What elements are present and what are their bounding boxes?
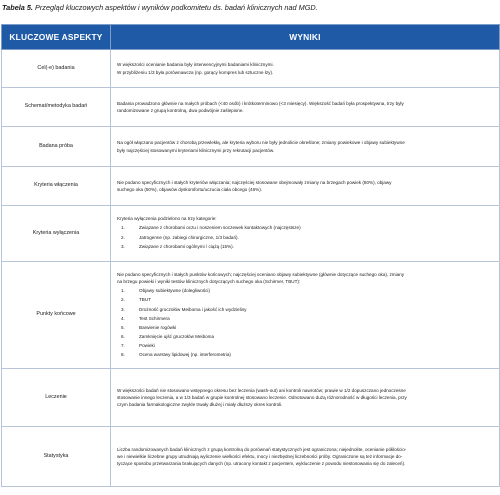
row-result <box>111 50 500 88</box>
row-result <box>111 88 500 127</box>
result-line: we i niewielkie liczebne grupy utrudniają wyliczenie wielkości efektu, mocy i niezbędnej liczebności próby. Ograniczone są też informacje do- <box>117 453 403 459</box>
result-line: W przybliżeniu 1/3 była porównawcza (np. gorący kompres lub sztuczne łzy). <box>117 69 274 75</box>
result-line: tyczące sposobu przetwarzania brakujących danych (np. utracony kontakt z pacjentem, wykluczenie z powodu niestosowania się do zaleceń). <box>117 461 406 467</box>
result-line: Liczba randomizowanych badań klinicznych z grupą kontrolną do porównań statystycznych jest ograniczona; niejednolite, ocenianie półilościo- <box>117 446 407 452</box>
result-line: randomizowane z grupą kontrolną, dwa podwójnie zaślepione. <box>117 108 244 113</box>
result-line: Na ogół włączano pacjentów z chorobą przewlekłą, ale kryteria wyboru nie były jednolicie określone; zmiany powiekowe i objawy subiektywne <box>117 140 405 146</box>
result-line: Nie podano specyficznych i stałych punktów końcowych; najczęściej oceniano objawy subiektywne (głównie dotyczące suchego oka), zmiany <box>117 271 405 277</box>
table-header-row <box>2 25 500 50</box>
header-key-aspects: KLUCZOWE ASPEKTY <box>2 25 111 50</box>
result-line: były najczęściej stosowanymi kryteriami klinicznymi przy rekrutacji pacjentów. <box>117 147 275 153</box>
row-aspect: Punkty końcowe <box>2 262 111 369</box>
result-line: czym badania farmakologiczne zwykle trwały dłużej i miały dłuższy okres kontroli. <box>117 402 283 408</box>
list-item: 4. Test Schirmera <box>121 315 170 321</box>
result-line: na brzegu powieki i wyniki testów klinicznych dotyczących suchego oka (Schirmer, TBUT): <box>117 279 301 285</box>
table-row <box>2 369 500 427</box>
list-item: 6. Zamknięcie ujść gruczołów Meiboma <box>121 333 215 339</box>
endpoints-list <box>117 286 493 359</box>
results-table <box>1 24 500 487</box>
row-aspect: Cel(-e) badania <box>2 50 111 88</box>
result-intro: Kryteria wyłączenia podzielono na trzy kategorie: <box>117 216 217 221</box>
result-line: W większości badań nie stosowano wstępnego okresu bez leczenia (wash-out) ani kontroli nawrotów; prawie w 1/2 dopuszczano jednoczesne <box>117 387 406 393</box>
exclusion-list <box>117 223 493 252</box>
caption-label: Tabela 5. <box>2 3 33 12</box>
row-aspect: Schemat/metodyka badań <box>2 88 111 127</box>
table-row <box>2 50 500 88</box>
row-result <box>111 206 500 262</box>
table-row <box>2 262 500 369</box>
result-line: Badania prowadzono głównie na małych próbach (<40 osób) i krótkoterminowo (<3 miesięcy). Większość badań była prospektywna, trzy były <box>117 100 404 106</box>
table-row <box>2 427 500 487</box>
row-aspect: Statystyka <box>2 427 111 487</box>
list-item: 2. TBUT <box>121 297 151 303</box>
row-result <box>111 369 500 427</box>
list-item: 1. Objawy subiektywne (dolegliwości) <box>121 288 210 294</box>
row-aspect: Kryteria włączenia <box>2 167 111 206</box>
row-result <box>111 427 500 487</box>
list-item: 3. Związane z chorobami ogólnymi / ciążą (15%). <box>121 244 234 250</box>
table-row <box>2 167 500 206</box>
row-aspect: Badana próba <box>2 127 111 167</box>
row-aspect: Leczenie <box>2 369 111 427</box>
row-result <box>111 262 500 369</box>
table-row <box>2 206 500 262</box>
caption-text: Przegląd kluczowych aspektów i wyników podkomitetu ds. badań klinicznych nad MGD. <box>35 3 318 12</box>
list-item: 5. Barwienie rogówki <box>121 324 177 330</box>
row-result <box>111 167 500 206</box>
list-item: 8. Ocena warstwy lipidowej (np. interferometria) <box>121 351 231 357</box>
list-item: 7. Powieki <box>121 342 155 348</box>
list-item: 2. Jatrogenne (np. zabiegi chirurgiczne, 1/3 badań). <box>121 234 239 240</box>
result-line: W większości ocenianie badania były interwencyjnymi badaniami klinicznymi. <box>117 62 274 68</box>
list-item: 3. Drożność gruczołów Meiboma i jakość ich wydzieliny <box>121 306 247 312</box>
result-line: suchego oka (50%), objawów dyskomfortu/uczucia ciała obcego (46%). <box>117 187 263 192</box>
list-item: 1. Związane z chorobami oczu i noszeniem soczewek kontaktowych (najczęstsze) <box>121 225 301 231</box>
result-line: Nie podano specyficznych i stałych kryteriów włączania; najczęściej stosowane obejmowały zmiany na brzegach powiek (80%), objawy <box>117 179 392 185</box>
table-row <box>2 88 500 127</box>
result-line: stosowanie innego leczenia, a w 1/3 badań w grupie kontrolnej stosowano leczenie. Odnotowano dużą różnorodność w długości leczenia, przy <box>117 394 407 400</box>
row-aspect: Kryteria wyłączenia <box>2 206 111 262</box>
header-results: WYNIKI <box>111 25 500 50</box>
table-row <box>2 127 500 167</box>
row-result <box>111 127 500 167</box>
table-caption <box>2 3 498 12</box>
